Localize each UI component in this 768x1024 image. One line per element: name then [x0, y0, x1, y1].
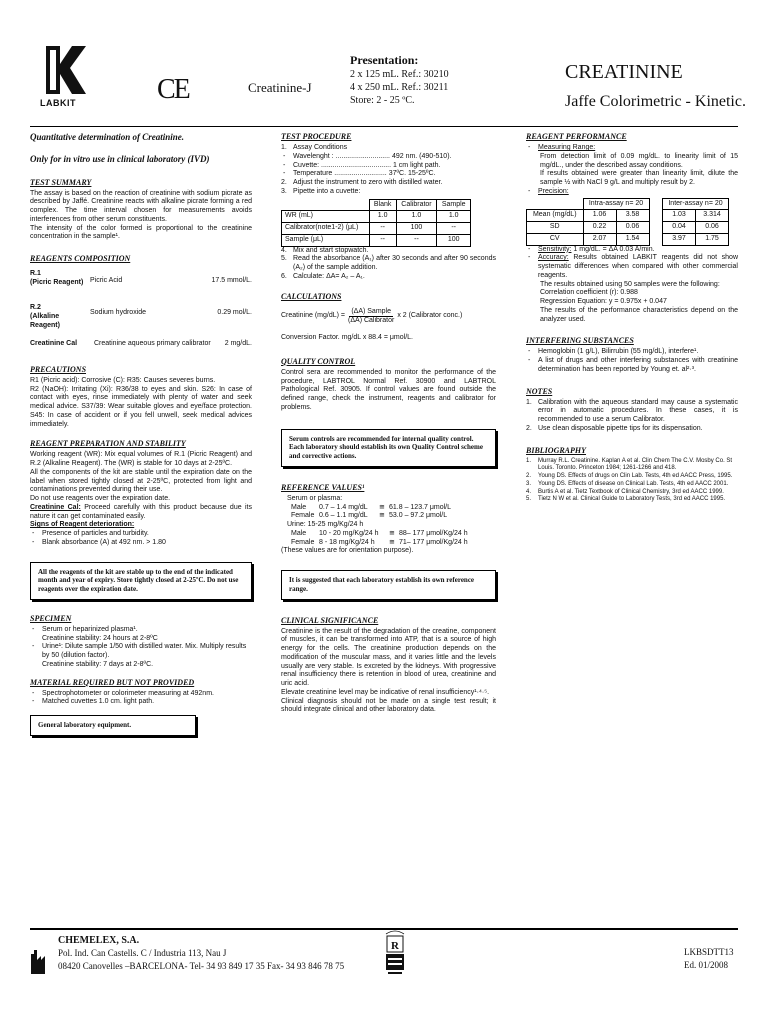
presentation-block: [350, 54, 449, 107]
preparation-text-1: Working reagent (WR): Mix equal volumes of R.1 (Picric Reagent) and R.2 (Alkaline Reagent). The (WR) is stable for 10 days at 2-25ºC.: [30, 451, 252, 467]
bib-text: Young DS. Effects of disease on Clinical Lab. Tests, 4th ed AACC 2001.: [538, 480, 729, 487]
table-cell: SD: [527, 222, 584, 234]
ref-mg: 8 - 18 mg/Kg/24 h: [319, 538, 375, 546]
equipment-box: General laboratory equipment.: [30, 715, 196, 736]
ref-row: [281, 539, 496, 548]
step-text: Mix and start stopwatch.: [293, 246, 369, 254]
reagent-desc: Picric Acid: [90, 277, 123, 284]
table-row: [282, 211, 471, 223]
table-cell: 1.0: [396, 211, 437, 223]
address-line-1: Pol. Ind. Can Castells. C / Industria 113, Nau J: [58, 948, 227, 958]
note-text: Calibration with the aqueous standard may cause a systematic error in automatic procedures. In these cases, it is recommended to use a serum Calibrator.: [538, 398, 738, 423]
quality-control-heading: QUALITY CONTROL: [281, 356, 356, 366]
specimen-line: - Serum or heparinized plasma¹.: [42, 625, 138, 633]
note-text: Use clean disposable pipette tips for its dispensation.: [538, 424, 703, 432]
column-1: [30, 132, 252, 736]
certification-seal-icon: [384, 928, 406, 982]
ref-serum-label: Serum or plasma:: [287, 494, 343, 502]
range-text-2: If results obtained were greater than linearity limit, dilute the sample ½ with NaCl 9 g/L and multiply result by 2.: [540, 170, 738, 186]
procedure-step: 4. Mix and start stopwatch.: [281, 246, 369, 254]
calculations-heading: CALCULATIONS: [281, 291, 342, 301]
precision-label: - Precision:: [538, 187, 569, 195]
reference-values-heading: REFERENCE VALUES¹: [281, 482, 365, 492]
table-cell: --: [369, 234, 396, 246]
header-divider: [30, 126, 738, 127]
reagent-name: R.2: [30, 304, 41, 311]
bib-text: Tietz N W et al. Clinical Guide to Laboratory Tests, 3rd ed AACC 1995.: [538, 496, 726, 503]
ref-approx: ≅: [389, 529, 395, 537]
reagents-heading: REAGENTS COMPOSITION: [30, 254, 131, 263]
table-row: [527, 210, 650, 222]
ref-row: [281, 504, 496, 513]
reagent-desc: Creatinine aqueous primary calibrator: [94, 340, 211, 347]
page-title: CREATININE: [565, 61, 683, 83]
svg-text:R: R: [391, 940, 399, 952]
note-item: 1. Calibration with the aqueous standard may cause a systematic error in automatic procedures. In these cases, it is recommended to use a serum Calibrator.: [526, 398, 738, 423]
reagent-conc: 0.29 mol/L.: [217, 309, 252, 316]
list-item: [30, 626, 252, 644]
table-row: [663, 222, 729, 234]
table-row: [527, 233, 650, 245]
page-subtitle: Jaffe Colorimetric - Kinetic.: [565, 93, 746, 110]
condition-item: - Temperature ........................... 37ºC. 15-25ºC.: [281, 170, 496, 179]
table-cell: Calibrator: [396, 199, 437, 211]
step-text: Adjust the instrument to zero with distilled water.: [293, 179, 443, 186]
table-cell: 100: [396, 223, 437, 235]
list-item: - A list of drugs and other interfering substances with creatinine determination has been reported by Young et. al²·³.: [526, 357, 738, 375]
table-cell: 3.314: [696, 210, 729, 222]
table-row: [663, 233, 729, 245]
specimen-line: Creatinine stability: 7 days at 2-8ºC.: [42, 660, 154, 668]
bib-item: 3. Young DS. Effects of disease on Clinical Lab. Tests, 4th ed AACC 2001.: [526, 480, 729, 487]
table-row: [663, 210, 729, 222]
bib-text: Young DS. Effects of drugs on Clin Lab. Tests, 4th ed AACC Press, 1995.: [538, 473, 733, 480]
ref-umol: 71– 177 μmol/Kg/24 h: [399, 538, 468, 546]
table-cell: Blank: [369, 199, 396, 211]
ce-mark: CE: [157, 74, 189, 105]
table-cell: 1.0: [437, 211, 471, 223]
ref-umol: 88– 177 μmol/Kg/24 h: [399, 529, 468, 537]
bib-text: Murray R.L. Creatinine. Kaplan A et al. Clin Chem The C.V. Mosby Co. St Louis. Toronto. Princeton 1984; 1261-1266 and 418.: [538, 457, 733, 472]
procedure-step: 1. Assay Conditions: [281, 144, 348, 151]
reagent-conc: 17.5 mmol/L.: [211, 277, 252, 284]
clinical-heading: CLINICAL SIGNIFICANCE: [281, 615, 379, 625]
ref-urine-label: Urine: 15-25 mg/Kg/24 h: [287, 521, 364, 528]
reagent-row: [30, 304, 252, 330]
step-text: Read the absorbance (A₁) after 30 seconds and after 90 seconds (A₂) of the sample addition.: [293, 255, 496, 271]
perf-item: [526, 144, 738, 153]
table-cell: [527, 198, 584, 210]
conversion-factor: Conversion Factor. mg/dL x 88.4 = μmol/L.: [281, 334, 413, 341]
precision-tables: [526, 198, 738, 244]
labkit-logo-mark: [40, 44, 88, 96]
intro-quantitative: Quantitative determination of Creatinine.: [30, 132, 185, 142]
factory-icon: [30, 948, 46, 978]
table-cell: Intra-assay n= 20: [583, 198, 649, 210]
condition-item: - Cuvette: .................................... 1 cm light path.: [281, 162, 496, 171]
test-summary-text-2: The intensity of the color formed is proportional to the creatinine concentration in the sample¹.: [30, 224, 252, 241]
accuracy-text: Results obtained LABKIT reagents did not show systematic differences when compared with other commercial reagents.: [538, 254, 738, 279]
ref-umol: 53.0 – 97.2 μmol/L: [389, 512, 448, 520]
bib-item: 1. Murray R.L. Creatinine. Kaplan A et al. Clin Chem The C.V. Mosby Co. St Louis. Toronto. Princeton 1984; 1261-1266 and 418.: [526, 457, 733, 472]
notes-heading: NOTES: [526, 386, 553, 396]
bib-text: Burtis A et al. Tietz Textbook of Clinical Chemistry, 3rd ed AACC 1999.: [538, 488, 724, 495]
table-cell: 1.06: [583, 210, 616, 222]
clinical-text: Creatinine is the result of the degradation of the creatine, component of muscles, it can be transformed into ATP, that is a source of high energy for the cells. The creatinine production depends on the modification of the muscular mass, and it varies little and the levels usually are very stable. Is excreted by the kidneys. With progressive renal insufficiency there is retention in blood of urea, creatinine and uric acid.: [281, 627, 496, 687]
ref-sex: Female: [291, 512, 315, 520]
document-code-block: [684, 946, 734, 972]
table-cell: 1.0: [369, 211, 396, 223]
ref-sex: Male: [291, 503, 307, 511]
table-cell: --: [396, 234, 437, 246]
reagent-sub: (Picric Reagent): [30, 278, 84, 286]
table-cell: 0.22: [583, 222, 616, 234]
table-row: [282, 234, 471, 246]
table-cell: --: [437, 223, 471, 235]
specimen-line: - Urine¹: Dilute sample 1/50 with distilled water. Mix. Multiply results by 50 (dilution factor).: [42, 643, 247, 659]
labkit-logo: [40, 44, 88, 108]
ref-mg: 0.6 – 1.1 mg/dL: [319, 512, 368, 520]
ref-mg: 10 - 20 mg/Kg/24 h: [319, 529, 379, 537]
document-code: LKBSDTT13: [684, 947, 734, 957]
step-text: Assay Conditions: [293, 144, 348, 151]
calculation-formula: [281, 308, 496, 327]
ref-sex: Female: [291, 538, 315, 546]
reagent-row: [30, 270, 252, 296]
ref-approx: ≅: [389, 538, 395, 546]
calibrator-text: Proceed carefully with this product because due its nature it can get contaminated easily.: [30, 503, 253, 520]
signs-heading: Signs of Reagent deterioration:: [30, 521, 135, 529]
table-cell: --: [369, 223, 396, 235]
reference-notice-box: It is suggested that each laboratory establish its own reference range.: [281, 570, 496, 600]
stability-notice-box: All the reagents of the kit are stable up to the end of the indicated month and year of expiry. Store tightly closed at 2-25ºC. Do not use reagents over the expiration date.: [30, 562, 252, 600]
ref-row: [281, 530, 496, 539]
accuracy-corr: Correlation coefficient (r): 0.988: [540, 289, 638, 297]
perf-item: [526, 254, 738, 280]
table-cell: 1.54: [616, 233, 649, 245]
table-cell: Mean (mg/dL): [527, 210, 584, 222]
preparation-heading: REAGENT PREPARATION AND STABILITY: [30, 439, 186, 449]
bib-item: 4. Burtis A et al. Tietz Textbook of Clinical Chemistry, 3rd ed AACC 1999.: [526, 488, 724, 495]
table-cell: 2.07: [583, 233, 616, 245]
table-cell: 0.06: [696, 222, 729, 234]
ref-note: (These values are for orientation purpose).: [281, 547, 414, 555]
sensitivity-label: Sensitivity:: [538, 245, 572, 253]
list-item: - Matched cuvettes 1.0 cm. light path.: [30, 698, 252, 707]
preparation-calibrator: [30, 504, 252, 522]
bibliography-heading: BIBLIOGRAPHY: [526, 445, 587, 455]
precautions-text: R1 (Picric acid): Corrosive (C): R35: Causes severes burns.: [30, 376, 216, 384]
table-cell: 100: [437, 234, 471, 246]
procedure-step: 6. Calculate: ΔA= A₂ – A₁.: [281, 272, 365, 280]
accuracy-label: Accuracy:: [538, 254, 569, 262]
reagent-name: R.1: [30, 270, 41, 277]
ref-row: [281, 512, 496, 521]
note-item: 2. Use clean disposable pipette tips for its dispensation.: [526, 424, 703, 432]
precautions-text-2: R2 (NaOH): Irritating (Xi): R36/38 to eyes and skin. S26: In case of contact with eyes, rinse immediately with plenty of water and seek medical advice. S37/39: Wear suitable gloves and eye/face protection. S45: In case of accident or if you fell unwell, seek medical advices immediately.: [30, 385, 252, 428]
procedure-step: 2. Adjust the instrument to zero with distilled water.: [281, 179, 443, 186]
product-code: Creatinine-J: [248, 80, 312, 95]
range-text: From detection limit of 0.09 mg/dL. to linearity limit of 15 mg/dL., under the described assay conditions.: [540, 152, 738, 169]
procedure-step: 3. Pipette into a cuvette:: [281, 187, 361, 195]
table-row: [527, 222, 650, 234]
table-cell: WR (mL): [282, 211, 370, 223]
precision-table-intra: [526, 198, 650, 246]
formula-denominator: (ΔA) Calibrator: [348, 317, 395, 325]
edition: Ed. 01/2008: [684, 960, 728, 970]
table-cell: 1.75: [696, 233, 729, 245]
procedure-heading: TEST PROCEDURE: [281, 132, 352, 141]
reagent-sub: (Alkaline Reagent): [30, 312, 60, 329]
quality-control-text: Control sera are recommended to monitor the performance of the procedure, LABTROL Normal Ref. 30900 and LABTROL Pathological Ref. 30905. If control values are found outside the defined range, check the instrument, reagents and calibrator for problems.: [281, 368, 496, 411]
accuracy-text-3: The results of the performance characteristics depend on the analyzer used.: [540, 306, 738, 323]
intro-ivd: Only for in vitro use in clinical laboratory (IVD): [30, 154, 210, 165]
table-cell: 0.06: [616, 222, 649, 234]
table-cell: 1.03: [663, 210, 696, 222]
step-text: Calculate: ΔA= A₂ – A₁.: [293, 272, 365, 280]
list-item: - Hemoglobin (1 g/L), Bilirrubin (55 mg/dL), interfere¹.: [526, 348, 738, 357]
sensitivity-text: 1 mg/dL. = ΔA 0.03 A/min.: [571, 245, 655, 253]
test-summary-text: The assay is based on the reaction of creatinine with sodium picrate as described by Jaffé. Creatinine reacts with alkaline picrate forming a red complex. The time interval chosen for measurements avoids interferences from other serum constituents.: [30, 189, 252, 223]
presentation-line: 4 x 250 mL. Ref.: 30211: [350, 82, 449, 93]
presentation-line: 2 x 125 mL. Ref.: 30210: [350, 69, 449, 80]
presentation-line: Store: 2 - 25 ºC.: [350, 95, 415, 106]
procedure-step: 5. Read the absorbance (A₁) after 30 seconds and after 90 seconds (A₂) of the sample addition.: [281, 255, 496, 271]
list-item: [30, 643, 252, 669]
reagent-desc: Sodium hydroxide: [90, 309, 147, 316]
table-cell: 3.58: [616, 210, 649, 222]
table-cell: CV: [527, 233, 584, 245]
pipette-table: [281, 199, 471, 247]
table-cell: Sample: [437, 199, 471, 211]
condition-item: - Wavelenght : ............................ 492 nm. (490-510).: [281, 153, 496, 162]
preparation-text-2: All the components of the kit are stable until the expiration date on the label when stored tightly closed at 2-25ºC, protected from light and contaminations prevented during their use.: [30, 468, 252, 494]
ref-sex: Male: [291, 529, 307, 537]
list-item: - Blank absorbance (A) at 492 nm. > 1.80: [30, 539, 252, 548]
formula-numerator: (ΔA) Sample: [349, 308, 393, 318]
specimen-line: Creatinine stability: 24 hours at 2-8ºC: [42, 634, 158, 642]
calibrator-label: Creatinine Cal:: [30, 503, 81, 511]
table-cell: [282, 199, 370, 211]
specimen-heading: SPECIMEN: [30, 613, 72, 623]
performance-heading: REAGENT PERFORMANCE: [526, 132, 627, 141]
table-cell: Sample (μL): [282, 234, 370, 246]
test-summary-heading: TEST SUMMARY: [30, 177, 92, 187]
range-label: - Measuring Range:: [538, 144, 596, 151]
step-text: Pipette into a cuvette:: [293, 187, 361, 195]
list-item: - Spectrophotometer or colorimeter measuring at 492nm.: [30, 690, 252, 699]
clinical-text-3: Clinical diagnosis should not be made on a single test result; it should integrate clinical and other laboratory data.: [281, 697, 496, 714]
accuracy-text-2: The results obtained using 50 samples were the following:: [540, 280, 720, 288]
bib-item: 2. Young DS. Effects of drugs on Clin Lab. Tests, 4th ed AACC Press, 1995.: [526, 473, 733, 480]
reagent-conc: 2 mg/dL.: [224, 340, 252, 347]
perf-item: [526, 188, 738, 197]
formula-lhs: Creatinine (mg/dL) =: [281, 312, 346, 320]
material-heading: MATERIAL REQUIRED BUT NOT PROVIDED: [30, 677, 195, 687]
precision-table-inter: [662, 198, 729, 246]
table-header-row: [282, 199, 471, 211]
company-name: CHEMELEX, S.A.: [58, 935, 140, 946]
reagent-name: Creatinine Cal: [30, 340, 78, 347]
logo-text: LABKIT: [40, 97, 76, 108]
table-row: [282, 223, 471, 235]
interfering-heading: INTERFERING SUBSTANCES: [526, 336, 634, 346]
table-cell: 3.97: [663, 233, 696, 245]
table-cell: 0.04: [663, 222, 696, 234]
column-3: [526, 132, 738, 504]
qc-notice-box: Serum controls are recommended for internal quality control. Each laboratory should establish its own Quality Control scheme and corrective actions.: [281, 429, 496, 467]
table-cell: Calibrator(note1-2) (μL): [282, 223, 370, 235]
table-cell: Inter-assay n= 20: [663, 198, 729, 210]
reagent-row: [30, 340, 252, 349]
presentation-title: Presentation:: [350, 53, 419, 67]
clinical-text-2: Elevate creatinine level may be indicative of renal insufficiency¹·⁴·⁵.: [281, 688, 490, 696]
formula-rhs: x 2 (Calibrator conc.): [397, 312, 463, 320]
list-item: - Presence of particles and turbidity.: [30, 530, 252, 539]
ref-mg: 0.7 – 1.4 mg/dL: [319, 503, 368, 511]
address-line-2: 08420 Canovelles –BARCELONA- Tel- 34 93 849 17 35 Fax- 34 93 846 78 75: [58, 961, 345, 971]
ref-umol: 61.8 – 123.7 μmol/L: [389, 503, 452, 511]
bib-item: 5. Tietz N W et al. Clinical Guide to Laboratory Tests, 3rd ed AACC 1995.: [526, 496, 726, 503]
perf-item: [526, 246, 738, 255]
ref-approx: ≅: [379, 503, 385, 511]
preparation-text-3: Do not use reagents over the expiration date.: [30, 495, 171, 502]
ref-approx: ≅: [379, 512, 385, 520]
precautions-heading: PRECAUTIONS: [30, 364, 87, 374]
company-block: [58, 934, 344, 973]
column-2: [281, 132, 496, 715]
accuracy-reg: Regression Equation: y = 0.975x + 0.047: [540, 298, 667, 305]
